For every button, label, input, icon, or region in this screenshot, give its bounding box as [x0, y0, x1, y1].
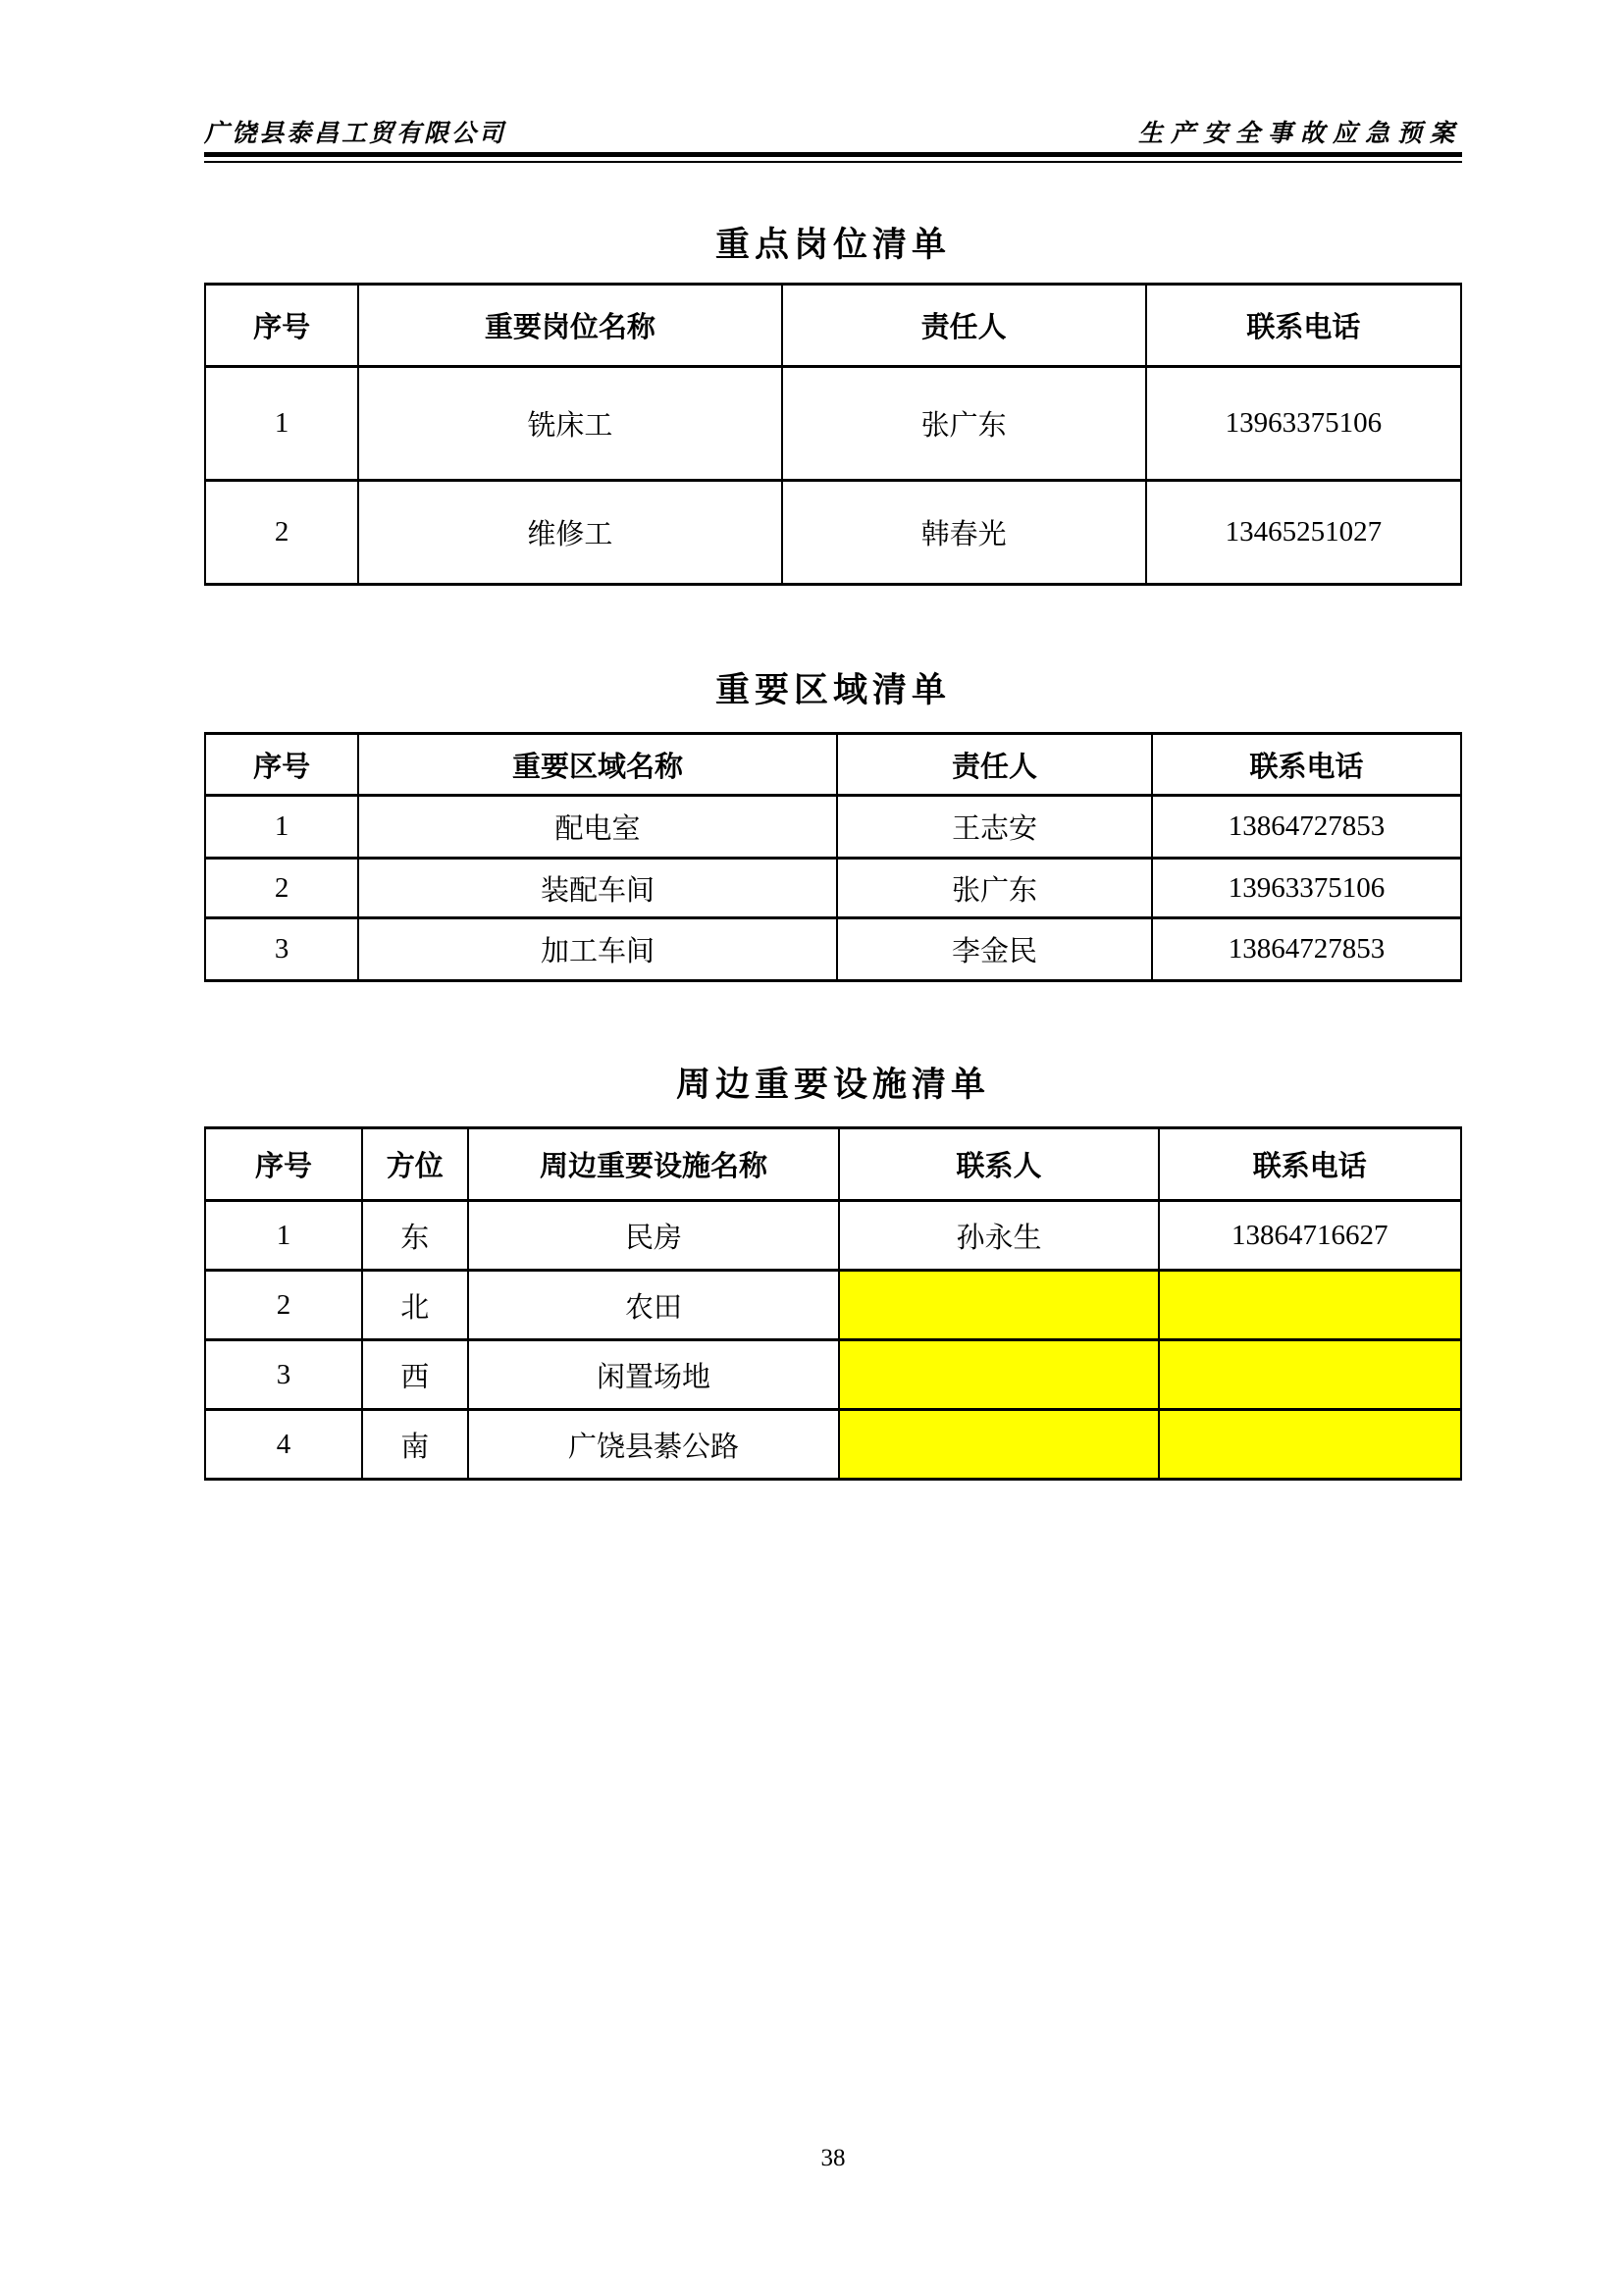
column-header: 序号 [205, 285, 358, 367]
highlighted-empty-cell [1159, 1340, 1462, 1410]
table-cell: 2 [205, 481, 358, 585]
table-row [205, 1410, 1461, 1480]
table-cell: 装配车间 [358, 859, 837, 918]
table-cell: 闲置场地 [468, 1340, 840, 1410]
section-title-key-areas: 重要区域清单 [714, 671, 951, 709]
column-header: 责任人 [837, 734, 1152, 796]
table-cell: 广饶县綦公路 [468, 1410, 840, 1480]
table-cell: 2 [205, 859, 358, 918]
highlighted-empty-cell [839, 1271, 1158, 1340]
table-cell: 13963375106 [1146, 367, 1461, 481]
table-row [205, 481, 1461, 585]
table-cell: 铣床工 [358, 367, 781, 481]
table-cell: 2 [205, 1271, 362, 1340]
key-positions-table [204, 283, 1462, 586]
section-title-surrounding-facilities: 周边重要设施清单 [675, 1066, 990, 1104]
table-cell: 张广东 [782, 367, 1146, 481]
column-header: 周边重要设施名称 [468, 1128, 840, 1201]
header-document-title: 生产安全事故应急预案 [1137, 121, 1462, 147]
table-row [205, 918, 1461, 981]
column-header: 联系电话 [1159, 1128, 1462, 1201]
table-cell: 南 [362, 1410, 468, 1480]
table-cell: 维修工 [358, 481, 781, 585]
table-cell: 民房 [468, 1201, 840, 1271]
table-cell: 3 [205, 918, 358, 981]
table-row [205, 1271, 1461, 1340]
section-title-key-positions: 重点岗位清单 [714, 226, 951, 264]
table-cell: 1 [205, 796, 358, 859]
header-rule-thick [204, 152, 1462, 157]
table-cell: 王志安 [837, 796, 1152, 859]
column-header: 重要区域名称 [358, 734, 837, 796]
highlighted-empty-cell [1159, 1410, 1462, 1480]
table-cell: 加工车间 [358, 918, 837, 981]
column-header: 重要岗位名称 [358, 285, 781, 367]
highlighted-empty-cell [1159, 1271, 1462, 1340]
table-cell: 13864727853 [1152, 918, 1461, 981]
table-cell: 4 [205, 1410, 362, 1480]
table-cell: 李金民 [837, 918, 1152, 981]
table-row [205, 1340, 1461, 1410]
page-header [204, 110, 1462, 149]
column-header: 联系人 [839, 1128, 1158, 1201]
column-header: 序号 [205, 734, 358, 796]
table-cell: 1 [205, 367, 358, 481]
table-row [205, 1201, 1461, 1271]
column-header: 方位 [362, 1128, 468, 1201]
highlighted-empty-cell [839, 1410, 1158, 1480]
table-cell: 3 [205, 1340, 362, 1410]
table-cell: 孙永生 [839, 1201, 1158, 1271]
page-number: 38 [820, 2145, 846, 2171]
table-header-row [205, 734, 1461, 796]
table-cell: 北 [362, 1271, 468, 1340]
table-header-row [205, 1128, 1461, 1201]
column-header: 责任人 [782, 285, 1146, 367]
table-cell: 配电室 [358, 796, 837, 859]
table-cell: 东 [362, 1201, 468, 1271]
key-areas-table [204, 732, 1462, 982]
table-header-row [205, 285, 1461, 367]
table-cell: 西 [362, 1340, 468, 1410]
table-cell: 13864716627 [1159, 1201, 1462, 1271]
column-header: 联系电话 [1152, 734, 1461, 796]
surrounding-facilities-table [204, 1126, 1462, 1481]
table-cell: 张广东 [837, 859, 1152, 918]
table-row [205, 859, 1461, 918]
header-company-name: 广饶县泰昌工贸有限公司 [204, 121, 507, 147]
table-cell: 1 [205, 1201, 362, 1271]
table-cell: 13465251027 [1146, 481, 1461, 585]
table-cell: 农田 [468, 1271, 840, 1340]
column-header: 序号 [205, 1128, 362, 1201]
table-row [205, 367, 1461, 481]
column-header: 联系电话 [1146, 285, 1461, 367]
table-cell: 13864727853 [1152, 796, 1461, 859]
header-rule-thin [204, 161, 1462, 163]
table-cell: 韩春光 [782, 481, 1146, 585]
table-row [205, 796, 1461, 859]
highlighted-empty-cell [839, 1340, 1158, 1410]
table-cell: 13963375106 [1152, 859, 1461, 918]
